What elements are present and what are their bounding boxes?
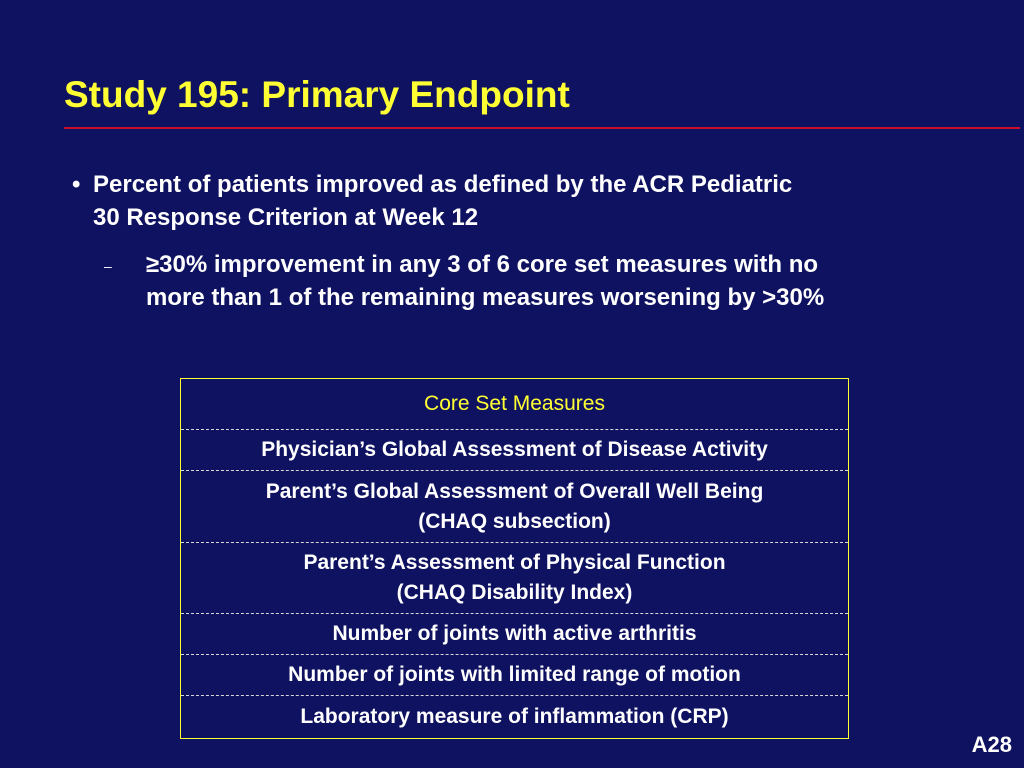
sub-bullet-line: ≥30% improvement in any 3 of 6 core set measures with no bbox=[146, 251, 819, 278]
bullet-list bbox=[72, 168, 992, 314]
table-row bbox=[181, 543, 848, 614]
table-cell-line: (CHAQ Disability Index) bbox=[396, 581, 633, 604]
bullet-item bbox=[72, 168, 992, 234]
bullet-line: 30 Response Criterion at Week 12 bbox=[93, 204, 479, 231]
table-cell-line: Physician’s Global Assessment of Disease Activity bbox=[261, 438, 768, 461]
table-header: Core Set Measures bbox=[181, 379, 848, 430]
sub-bullet-marker: – bbox=[104, 258, 112, 274]
table-row bbox=[181, 471, 848, 543]
bullet-marker: • bbox=[72, 171, 81, 198]
sub-bullet-line: more than 1 of the remaining measures worsening by >30% bbox=[146, 284, 825, 311]
slide-number: A28 bbox=[971, 732, 1012, 757]
table-cell-line: Number of joints with limited range of motion bbox=[288, 663, 741, 686]
sub-bullet-text bbox=[146, 248, 992, 314]
table-cell-line: Parent’s Assessment of Physical Function bbox=[303, 551, 726, 574]
bullet-text bbox=[93, 168, 992, 234]
table-cell-line: Parent’s Global Assessment of Overall Well Being bbox=[265, 479, 764, 503]
table-row bbox=[181, 614, 848, 655]
slide-title: Study 195: Primary Endpoint bbox=[64, 74, 570, 115]
title-divider bbox=[64, 127, 1020, 129]
table-row bbox=[181, 696, 848, 738]
sub-bullet-item bbox=[104, 248, 992, 314]
table-row bbox=[181, 655, 848, 696]
bullet-line: Percent of patients improved as defined by the ACR Pediatric bbox=[93, 171, 793, 198]
table-cell-line: (CHAQ subsection) bbox=[418, 509, 611, 533]
table-cell-line: Laboratory measure of inflammation (CRP) bbox=[300, 705, 729, 728]
core-set-measures-table bbox=[180, 378, 849, 739]
table-row bbox=[181, 430, 848, 471]
table-cell-line: Number of joints with active arthritis bbox=[332, 622, 697, 645]
